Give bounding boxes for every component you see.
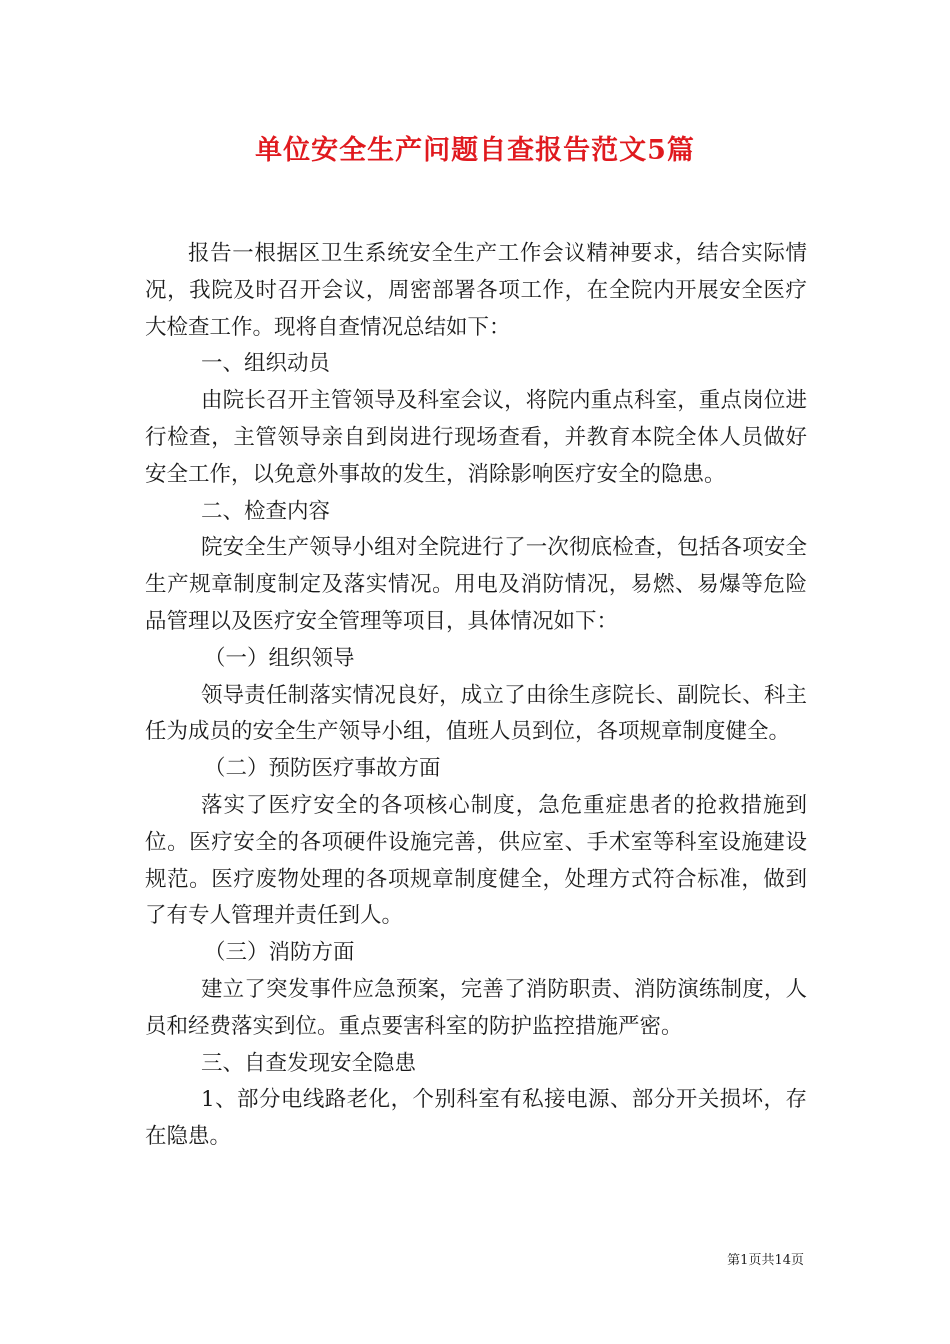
paragraph-intro: 报告一根据区卫生系统安全生产工作会议精神要求，结合实际情况，我院及时召开会议，周密部署各项工作，在全院内开展安全医疗大检查工作。现将自查情况总结如下： [145, 241, 807, 340]
section-heading-2: 二、检查内容 [201, 498, 331, 524]
subsection-heading: （三）消防方面 [204, 940, 355, 966]
document-title: 单位安全生产问题自查报告范文5篇 [255, 135, 695, 166]
section-heading-1: 一、组织动员 [201, 351, 331, 377]
paragraph: 由院长召开主管领导及科室会议，将院内重点科室，重点岗位进行检查，主管领导亲自到岗进行现场查看，并教育本院全体人员做好安全工作，以免意外事故的发生，消除影响医疗安全的隐患。 [145, 388, 807, 487]
paragraph: 领导责任制落实情况良好，成立了由徐生彦院长、副院长、科主任为成员的安全生产领导小组，值班人员到位，各项规章制度健全。 [145, 682, 807, 745]
document-body [145, 236, 807, 1156]
paragraph: 院安全生产领导小组对全院进行了一次彻底检查，包括各项安全生产规章制度制定及落实情况。用电及消防情况，易燃、易爆等危险品管理以及医疗安全管理等项目，具体情况如下： [145, 535, 807, 634]
page-number-footer: 第1页共14页 [727, 1253, 804, 1268]
paragraph: 建立了突发事件应急预案，完善了消防职责、消防演练制度，人员和经费落实到位。重点要害科室的防护监控措施严密。 [145, 976, 807, 1039]
section-heading-3: 三、自查发现安全隐患 [201, 1050, 417, 1076]
subsection-heading: （二）预防医疗事故方面 [204, 756, 441, 782]
paragraph: 1、部分电线路老化，个别科室有私接电源、部分开关损坏，存在隐患。 [145, 1087, 807, 1150]
paragraph: 落实了医疗安全的各项核心制度，急危重症患者的抢救措施到位。医疗安全的各项硬件设施完善，供应室、手术室等科室设施建设规范。医疗废物处理的各项规章制度健全，处理方式符合标准，做到了有专人管理并责任到人。 [145, 792, 807, 929]
subsection-heading: （一）组织领导 [204, 645, 355, 671]
